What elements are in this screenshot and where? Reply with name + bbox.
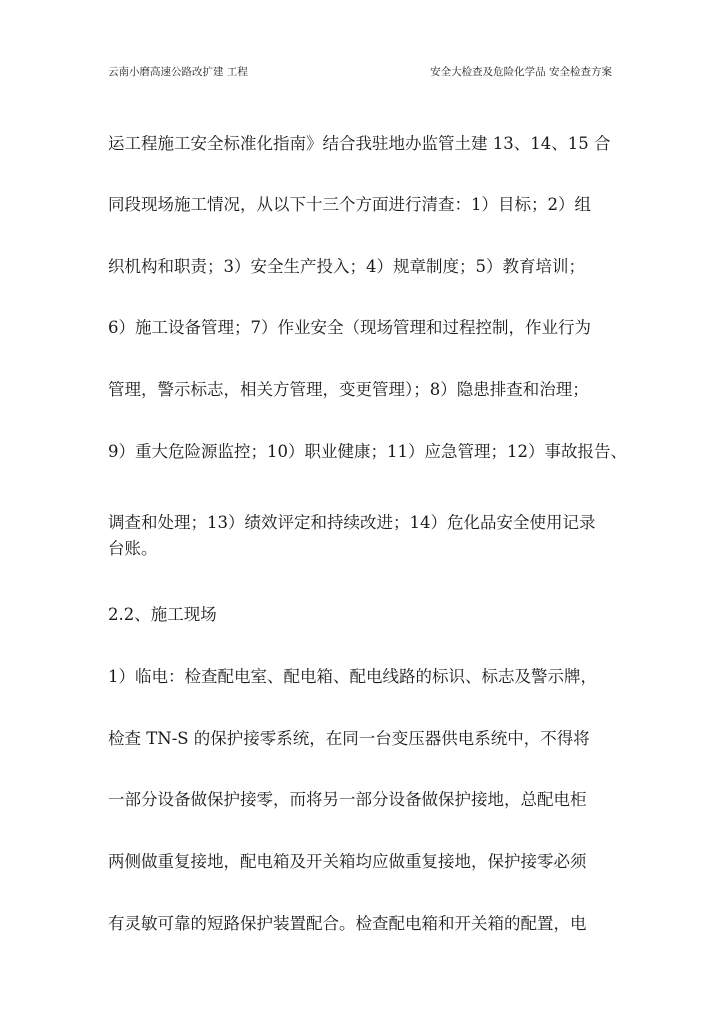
body-line: 同段现场施工情况，从以下十三个方面进行清查：1）目标；2）组 [108, 195, 591, 214]
body-line: 6）施工设备管理；7）作业安全（现场管理和过程控制，作业行为 [108, 318, 591, 337]
body-line: 1）临电：检查配电室、配电箱、配电线路的标识、标志及警示牌， [108, 667, 597, 686]
body-line: 9）重大危险源监控；10）职业健康；11）应急管理；12）事故报告、 [108, 442, 627, 461]
body-line: 检查 TN-S 的保护接零系统，在同一台变压器供电系统中，不得将 [108, 729, 590, 748]
body-line: 运工程施工安全标准化指南》结合我驻地办监管土建 13、14、15 合 [108, 134, 611, 153]
body-line: 两侧做重复接地，配电箱及开关箱均应做重复接地，保护接零必须 [108, 852, 587, 871]
body-line: 台账。 [108, 539, 158, 558]
page-header [108, 64, 612, 80]
header-project-title: 云南小磨高速公路改扩建 工程 [108, 66, 248, 78]
header-document-title: 安全大检查及危险化学品 安全检查方案 [430, 66, 612, 78]
body-line: 一部分设备做保护接零，而将另一部分设备做保护接地，总配电柜 [108, 790, 587, 809]
body-line: 织机构和职责；3）安全生产投入；4）规章制度；5）教育培训； [108, 257, 585, 276]
body-line: 调查和处理；13）绩效评定和持续改进；14）危化品安全使用记录 [108, 513, 596, 532]
section-heading: 2.2、施工现场 [108, 605, 217, 624]
body-line: 有灵敏可靠的短路保护装置配合。检查配电箱和开关箱的配置，电 [108, 914, 587, 933]
body-line: 管理，警示标志，相关方管理，变更管理）；8）隐患排查和治理； [108, 380, 589, 399]
